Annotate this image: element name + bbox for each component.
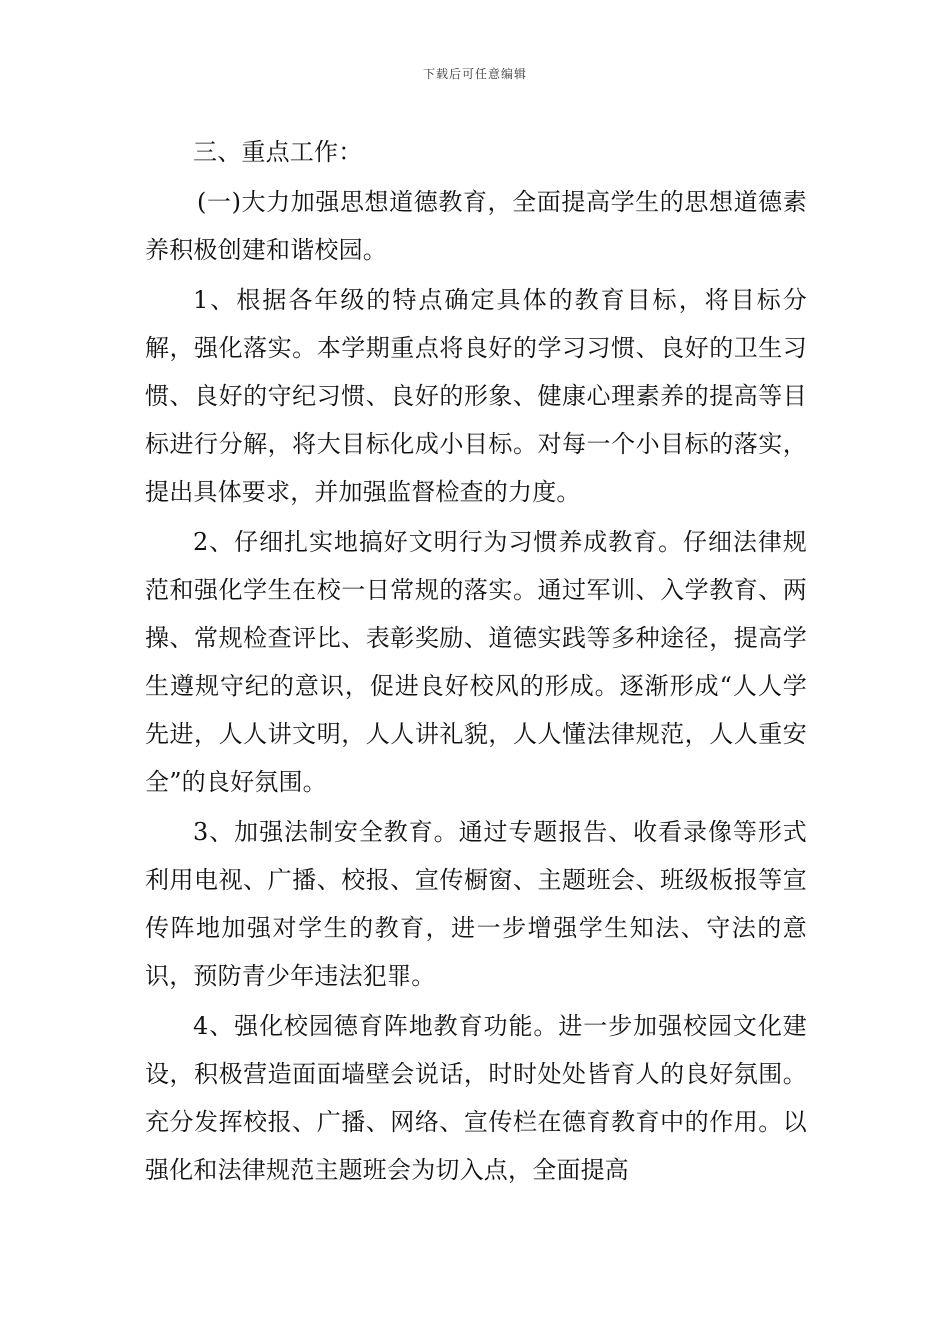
paragraph-1: 1、根据各年级的特点确定具体的教育目标，将目标分解，强化落实。本学期重点将良好的学习习惯、良好的卫生习惯、良好的守纪习惯、良好的形象、健康心理素养的提高等目标进行分解，将大目标化成小目标。对每一个小目标的落实，提出具体要求，并加强监督检查的力度。	[145, 286, 807, 506]
paragraph-2: 2、仔细扎实地搞好文明行为习惯养成教育。仔细法律规范和强化学生在校一日常规的落实。通过军训、入学教育、两操、常规检查评比、表彰奖励、道德实践等多种途径，提高学生遵规守纪的意识，促进良好校风的形成。逐渐形成“人人学先进，人人讲文明，人人讲礼貌，人人懂法律规范，人人重安全”的良好氛围。	[145, 528, 807, 796]
section-heading: 三、重点工作：	[193, 138, 363, 166]
page-header-note: 下载后可任意编辑	[422, 67, 527, 81]
paragraph-3: 3、加强法制安全教育。通过专题报告、收看录像等形式利用电视、广播、校报、宣传橱窗、主题班会、班级板报等宣传阵地加强对学生的教育，进一步增强学生知法、守法的意识，预防青少年违法犯罪。	[145, 818, 807, 990]
document-body	[145, 128, 807, 1196]
subsection-heading: (一)大力加强思想道德教育，全面提高学生的思想道德素养积极创建和谐校园。	[145, 188, 807, 264]
paragraph-4: 4、强化校园德育阵地教育功能。进一步加强校园文化建设，积极营造面面墙壁会说话，时时处处皆育人的良好氛围。充分发挥校报、广播、网络、宣传栏在德育教育中的作用。以强化和法律规范主题班会为切入点，全面提高	[145, 1012, 807, 1184]
